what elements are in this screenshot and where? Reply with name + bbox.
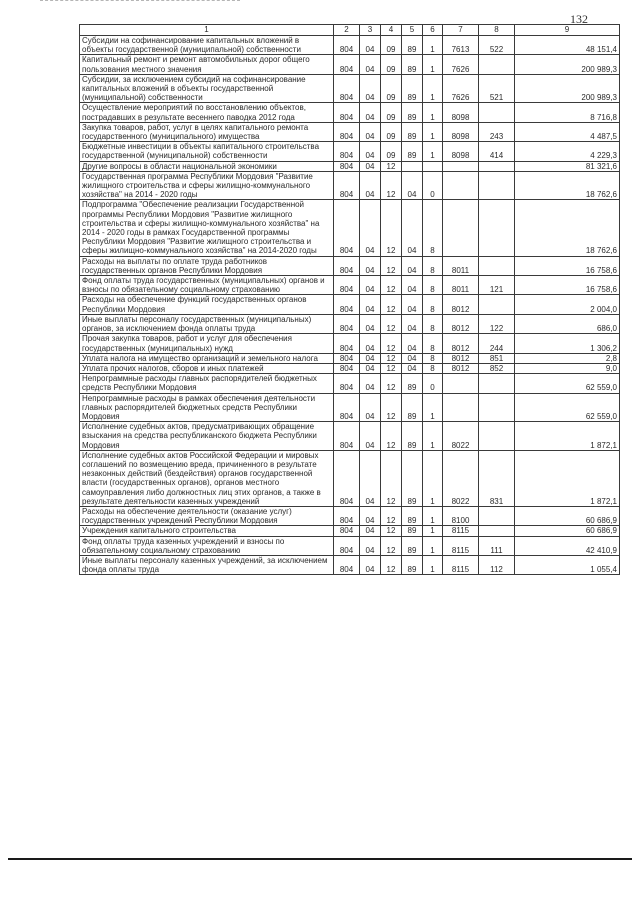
- table-row: [80, 422, 620, 451]
- row-section-code: 04: [360, 374, 381, 393]
- row-program-code: 89: [402, 55, 423, 74]
- row-subprogram-code: 1: [423, 142, 443, 161]
- row-expense-type-code: [479, 171, 515, 200]
- row-name: Иные выплаты персоналу государственных (муниципальных) органов, за исключением фонда оплаты труда: [80, 314, 334, 333]
- row-section-code: 04: [360, 422, 381, 451]
- row-subsection-code: 12: [381, 161, 402, 171]
- row-subsection-code: 09: [381, 55, 402, 74]
- row-program-code: 89: [402, 142, 423, 161]
- row-ministry-code: 804: [334, 555, 360, 574]
- row-direction-code: [443, 171, 479, 200]
- row-name: Прочая закупка товаров, работ и услуг для обеспечения государственных (муниципальных) нужд: [80, 334, 334, 353]
- row-subprogram-code: 1: [423, 536, 443, 555]
- row-subsection-code: 09: [381, 74, 402, 103]
- row-subprogram-code: [423, 161, 443, 171]
- row-subsection-code: 12: [381, 363, 402, 373]
- row-expense-type-code: [479, 422, 515, 451]
- table-row: [80, 295, 620, 314]
- table-row: [80, 536, 620, 555]
- row-name: Подпрограмма "Обеспечение реализации Государственной программы Республики Мордовия "Развитие жилищного строительства и сферы жилищно-коммунального хозяйства" на 2014 - 2020 годы в рамках Государственной программы Республики Мордовия "Развитие жилищного строительства и сферы жилищно-коммунального хозяйства" на 2014-2020 годы: [80, 200, 334, 256]
- row-subsection-code: 12: [381, 450, 402, 506]
- row-amount: 8 716,8: [515, 103, 620, 122]
- row-expense-type-code: [479, 295, 515, 314]
- row-name: Фонд оплаты труда государственных (муниципальных) органов и взносы по обязательному социальному страхованию: [80, 276, 334, 295]
- col-header-ministry: 2: [334, 25, 360, 36]
- row-amount: 2 004,0: [515, 295, 620, 314]
- row-direction-code: 8115: [443, 555, 479, 574]
- row-name: Уплата прочих налогов, сборов и иных платежей: [80, 363, 334, 373]
- budget-table: [79, 24, 620, 575]
- row-section-code: 04: [360, 353, 381, 363]
- row-program-code: 04: [402, 200, 423, 256]
- row-program-code: 89: [402, 122, 423, 141]
- table-row: [80, 526, 620, 536]
- row-subsection-code: 09: [381, 36, 402, 55]
- row-ministry-code: 804: [334, 295, 360, 314]
- row-direction-code: 8115: [443, 526, 479, 536]
- col-header-section: 3: [360, 25, 381, 36]
- row-subprogram-code: 8: [423, 295, 443, 314]
- page-number: 132: [570, 12, 588, 26]
- row-subprogram-code: 1: [423, 450, 443, 506]
- row-section-code: 04: [360, 334, 381, 353]
- row-amount: 1 872,1: [515, 422, 620, 451]
- row-direction-code: [443, 374, 479, 393]
- row-program-code: 89: [402, 555, 423, 574]
- row-subsection-code: 12: [381, 314, 402, 333]
- row-subprogram-code: 8: [423, 363, 443, 373]
- row-expense-type-code: 122: [479, 314, 515, 333]
- row-program-code: 04: [402, 171, 423, 200]
- row-amount: 1 872,1: [515, 450, 620, 506]
- table-row: [80, 200, 620, 256]
- table-row: [80, 363, 620, 373]
- row-amount: 48 151,4: [515, 36, 620, 55]
- row-program-code: 89: [402, 103, 423, 122]
- row-direction-code: 8098: [443, 142, 479, 161]
- row-amount: 16 758,6: [515, 276, 620, 295]
- row-amount: 2,8: [515, 353, 620, 363]
- row-name: Непрограммные расходы главных распорядителей бюджетных средств Республики Мордовия: [80, 374, 334, 393]
- col-header-program: 5: [402, 25, 423, 36]
- row-name: Закупка товаров, работ, услуг в целях капитального ремонта государственного (муниципального) имущества: [80, 122, 334, 141]
- row-ministry-code: 804: [334, 353, 360, 363]
- row-ministry-code: 804: [334, 171, 360, 200]
- row-ministry-code: 804: [334, 161, 360, 171]
- row-expense-type-code: [479, 374, 515, 393]
- row-ministry-code: 804: [334, 74, 360, 103]
- row-amount: 200 989,3: [515, 55, 620, 74]
- row-subprogram-code: 1: [423, 526, 443, 536]
- row-direction-code: 8011: [443, 276, 479, 295]
- row-amount: 9,0: [515, 363, 620, 373]
- row-subsection-code: 12: [381, 353, 402, 363]
- row-section-code: 04: [360, 276, 381, 295]
- row-name: Осуществление мероприятий по восстановлению объектов, пострадавших в результате весеннего паводка 2012 года: [80, 103, 334, 122]
- row-ministry-code: 804: [334, 374, 360, 393]
- row-name: Расходы на выплаты по оплате труда работников государственных органов Республики Мордовия: [80, 256, 334, 275]
- col-header-amount: 9: [515, 25, 620, 36]
- row-section-code: 04: [360, 103, 381, 122]
- row-subsection-code: 09: [381, 122, 402, 141]
- table-row: [80, 256, 620, 275]
- row-amount: 62 559,0: [515, 374, 620, 393]
- table-row: [80, 374, 620, 393]
- row-program-code: 04: [402, 276, 423, 295]
- row-section-code: 04: [360, 256, 381, 275]
- row-direction-code: 8012: [443, 334, 479, 353]
- row-expense-type-code: 414: [479, 142, 515, 161]
- row-program-code: 89: [402, 374, 423, 393]
- row-ministry-code: 804: [334, 314, 360, 333]
- row-subprogram-code: 1: [423, 55, 443, 74]
- row-direction-code: 8012: [443, 353, 479, 363]
- row-subprogram-code: 8: [423, 256, 443, 275]
- row-direction-code: 8098: [443, 103, 479, 122]
- row-name: Уплата налога на имущество организаций и земельного налога: [80, 353, 334, 363]
- row-program-code: 89: [402, 450, 423, 506]
- row-name: Непрограммные расходы в рамках обеспечения деятельности главных распорядителей бюджетных средств Республики Мордовия: [80, 393, 334, 422]
- row-ministry-code: 804: [334, 363, 360, 373]
- row-name: Исполнение судебных актов Российской Федерации и мировых соглашений по возмещению вреда, причиненного в результате незаконных действий (бездействия) органов государственной власти (государственных органов), органов местного самоуправления либо должностных лиц этих органов, а также в результате деятельности казенных учреждений: [80, 450, 334, 506]
- row-section-code: 04: [360, 363, 381, 373]
- row-ministry-code: 804: [334, 526, 360, 536]
- row-subprogram-code: 0: [423, 171, 443, 200]
- row-program-code: 04: [402, 314, 423, 333]
- row-subsection-code: 12: [381, 526, 402, 536]
- row-expense-type-code: 831: [479, 450, 515, 506]
- row-subsection-code: 12: [381, 393, 402, 422]
- row-section-code: 04: [360, 536, 381, 555]
- row-expense-type-code: [479, 506, 515, 525]
- row-section-code: 04: [360, 506, 381, 525]
- row-subprogram-code: 1: [423, 103, 443, 122]
- table-row: [80, 36, 620, 55]
- row-expense-type-code: 112: [479, 555, 515, 574]
- row-direction-code: 7626: [443, 55, 479, 74]
- row-section-code: 04: [360, 142, 381, 161]
- table-row: [80, 314, 620, 333]
- row-ministry-code: 804: [334, 536, 360, 555]
- row-amount: 60 686,9: [515, 506, 620, 525]
- row-section-code: 04: [360, 161, 381, 171]
- row-expense-type-code: [479, 161, 515, 171]
- row-amount: 200 989,3: [515, 74, 620, 103]
- row-expense-type-code: 121: [479, 276, 515, 295]
- row-direction-code: 8012: [443, 314, 479, 333]
- table-row: [80, 393, 620, 422]
- row-ministry-code: 804: [334, 450, 360, 506]
- table-row: [80, 334, 620, 353]
- row-direction-code: 7613: [443, 36, 479, 55]
- row-amount: 62 559,0: [515, 393, 620, 422]
- row-ministry-code: 804: [334, 506, 360, 525]
- row-amount: 4 487,5: [515, 122, 620, 141]
- table-header-row: [80, 25, 620, 36]
- row-expense-type-code: [479, 103, 515, 122]
- row-expense-type-code: 522: [479, 36, 515, 55]
- table-row: [80, 353, 620, 363]
- row-direction-code: 8012: [443, 295, 479, 314]
- row-program-code: 89: [402, 74, 423, 103]
- row-amount: 1 055,4: [515, 555, 620, 574]
- row-direction-code: 8100: [443, 506, 479, 525]
- row-expense-type-code: 111: [479, 536, 515, 555]
- col-header-name: 1: [80, 25, 334, 36]
- row-ministry-code: 804: [334, 393, 360, 422]
- table-row: [80, 161, 620, 171]
- table-row: [80, 276, 620, 295]
- row-program-code: 89: [402, 36, 423, 55]
- row-subsection-code: 12: [381, 555, 402, 574]
- row-name: Субсидии на софинансирование капитальных вложений в объекты государственной (муниципальной) собственности: [80, 36, 334, 55]
- row-name: Иные выплаты персоналу казенных учреждений, за исключением фонда оплаты труда: [80, 555, 334, 574]
- row-direction-code: 8011: [443, 256, 479, 275]
- row-amount: 18 762,6: [515, 171, 620, 200]
- row-name: Расходы на обеспечение деятельности (оказание услуг) государственных учреждений Республики Мордовия: [80, 506, 334, 525]
- row-name: Учреждения капитального строительства: [80, 526, 334, 536]
- row-name: Расходы на обеспечение функций государственных органов Республики Мордовия: [80, 295, 334, 314]
- row-ministry-code: 804: [334, 36, 360, 55]
- row-amount: 686,0: [515, 314, 620, 333]
- row-program-code: [402, 161, 423, 171]
- row-subprogram-code: 8: [423, 353, 443, 363]
- row-direction-code: 8098: [443, 122, 479, 141]
- row-direction-code: [443, 200, 479, 256]
- row-expense-type-code: 243: [479, 122, 515, 141]
- table-row: [80, 142, 620, 161]
- row-section-code: 04: [360, 122, 381, 141]
- table-row: [80, 122, 620, 141]
- row-amount: 18 762,6: [515, 200, 620, 256]
- row-direction-code: [443, 161, 479, 171]
- row-program-code: 89: [402, 536, 423, 555]
- row-program-code: 89: [402, 422, 423, 451]
- row-subsection-code: 12: [381, 200, 402, 256]
- row-program-code: 04: [402, 256, 423, 275]
- table-row: [80, 55, 620, 74]
- row-section-code: 04: [360, 171, 381, 200]
- row-expense-type-code: 851: [479, 353, 515, 363]
- row-subsection-code: 12: [381, 256, 402, 275]
- row-name: Бюджетные инвестиции в объекты капитального строительства государственной (муниципальной) собственности: [80, 142, 334, 161]
- row-amount: 81 321,6: [515, 161, 620, 171]
- table-row: [80, 103, 620, 122]
- row-name: Другие вопросы в области национальной экономики: [80, 161, 334, 171]
- row-name: Фонд оплаты труда казенных учреждений и взносы по обязательному социальному страхованию: [80, 536, 334, 555]
- row-name: Исполнение судебных актов, предусматривающих обращение взыскания на средства республиканского бюджета Республики Мордовия: [80, 422, 334, 451]
- row-section-code: 04: [360, 555, 381, 574]
- row-section-code: 04: [360, 314, 381, 333]
- row-program-code: 04: [402, 363, 423, 373]
- row-program-code: 89: [402, 506, 423, 525]
- row-program-code: 04: [402, 334, 423, 353]
- row-subprogram-code: 1: [423, 422, 443, 451]
- row-expense-type-code: [479, 393, 515, 422]
- row-subprogram-code: 8: [423, 314, 443, 333]
- row-ministry-code: 804: [334, 55, 360, 74]
- col-header-expense-type: 8: [479, 25, 515, 36]
- row-ministry-code: 804: [334, 142, 360, 161]
- row-ministry-code: 804: [334, 256, 360, 275]
- row-expense-type-code: 852: [479, 363, 515, 373]
- row-subsection-code: 12: [381, 295, 402, 314]
- row-section-code: 04: [360, 450, 381, 506]
- row-subsection-code: 12: [381, 171, 402, 200]
- table-row: [80, 506, 620, 525]
- row-name: Субсидии, за исключением субсидий на софинансирование капитальных вложений в объекты государственной (муниципальной) собственности: [80, 74, 334, 103]
- row-program-code: 89: [402, 393, 423, 422]
- row-direction-code: 8012: [443, 363, 479, 373]
- row-program-code: 04: [402, 295, 423, 314]
- row-subsection-code: 12: [381, 422, 402, 451]
- row-subprogram-code: 1: [423, 36, 443, 55]
- row-direction-code: 8022: [443, 450, 479, 506]
- table-body: [80, 36, 620, 575]
- table-row: [80, 171, 620, 200]
- table-row: [80, 555, 620, 574]
- row-subprogram-code: 0: [423, 374, 443, 393]
- row-direction-code: [443, 393, 479, 422]
- row-section-code: 04: [360, 74, 381, 103]
- row-ministry-code: 804: [334, 122, 360, 141]
- scan-artifact: [40, 0, 240, 5]
- row-amount: 16 758,6: [515, 256, 620, 275]
- row-ministry-code: 804: [334, 334, 360, 353]
- row-section-code: 04: [360, 55, 381, 74]
- row-subprogram-code: 1: [423, 555, 443, 574]
- row-amount: 60 686,9: [515, 526, 620, 536]
- row-section-code: 04: [360, 295, 381, 314]
- row-subsection-code: 12: [381, 276, 402, 295]
- row-amount: 1 306,2: [515, 334, 620, 353]
- row-amount: 42 410,9: [515, 536, 620, 555]
- row-subsection-code: 12: [381, 374, 402, 393]
- row-subsection-code: 12: [381, 536, 402, 555]
- table-row: [80, 74, 620, 103]
- row-program-code: 04: [402, 353, 423, 363]
- col-header-direction: 7: [443, 25, 479, 36]
- row-subsection-code: 09: [381, 103, 402, 122]
- row-expense-type-code: [479, 55, 515, 74]
- row-section-code: 04: [360, 200, 381, 256]
- row-section-code: 04: [360, 393, 381, 422]
- row-direction-code: 8115: [443, 536, 479, 555]
- row-ministry-code: 804: [334, 200, 360, 256]
- table-row: [80, 450, 620, 506]
- row-ministry-code: 804: [334, 422, 360, 451]
- row-subsection-code: 12: [381, 334, 402, 353]
- row-subsection-code: 09: [381, 142, 402, 161]
- row-subprogram-code: 8: [423, 334, 443, 353]
- row-direction-code: 8022: [443, 422, 479, 451]
- row-direction-code: 7626: [443, 74, 479, 103]
- bottom-rule: [8, 858, 632, 860]
- row-program-code: 89: [402, 526, 423, 536]
- row-expense-type-code: 244: [479, 334, 515, 353]
- row-expense-type-code: 521: [479, 74, 515, 103]
- row-name: Капитальный ремонт и ремонт автомобильных дорог общего пользования местного значения: [80, 55, 334, 74]
- row-subsection-code: 12: [381, 506, 402, 525]
- row-ministry-code: 804: [334, 103, 360, 122]
- row-subprogram-code: 1: [423, 122, 443, 141]
- row-section-code: 04: [360, 526, 381, 536]
- row-expense-type-code: [479, 200, 515, 256]
- row-amount: 4 229,3: [515, 142, 620, 161]
- row-name: Государственная программа Республики Мордовия "Развитие жилищного строительства и сферы жилищно-коммунального хозяйства" на 2014 - 2020 годы: [80, 171, 334, 200]
- row-expense-type-code: [479, 526, 515, 536]
- row-subprogram-code: 1: [423, 506, 443, 525]
- col-header-subprogram: 6: [423, 25, 443, 36]
- row-section-code: 04: [360, 36, 381, 55]
- row-subprogram-code: 8: [423, 200, 443, 256]
- row-subprogram-code: 1: [423, 393, 443, 422]
- col-header-subsection: 4: [381, 25, 402, 36]
- row-expense-type-code: [479, 256, 515, 275]
- row-subprogram-code: 8: [423, 276, 443, 295]
- row-subprogram-code: 1: [423, 74, 443, 103]
- row-ministry-code: 804: [334, 276, 360, 295]
